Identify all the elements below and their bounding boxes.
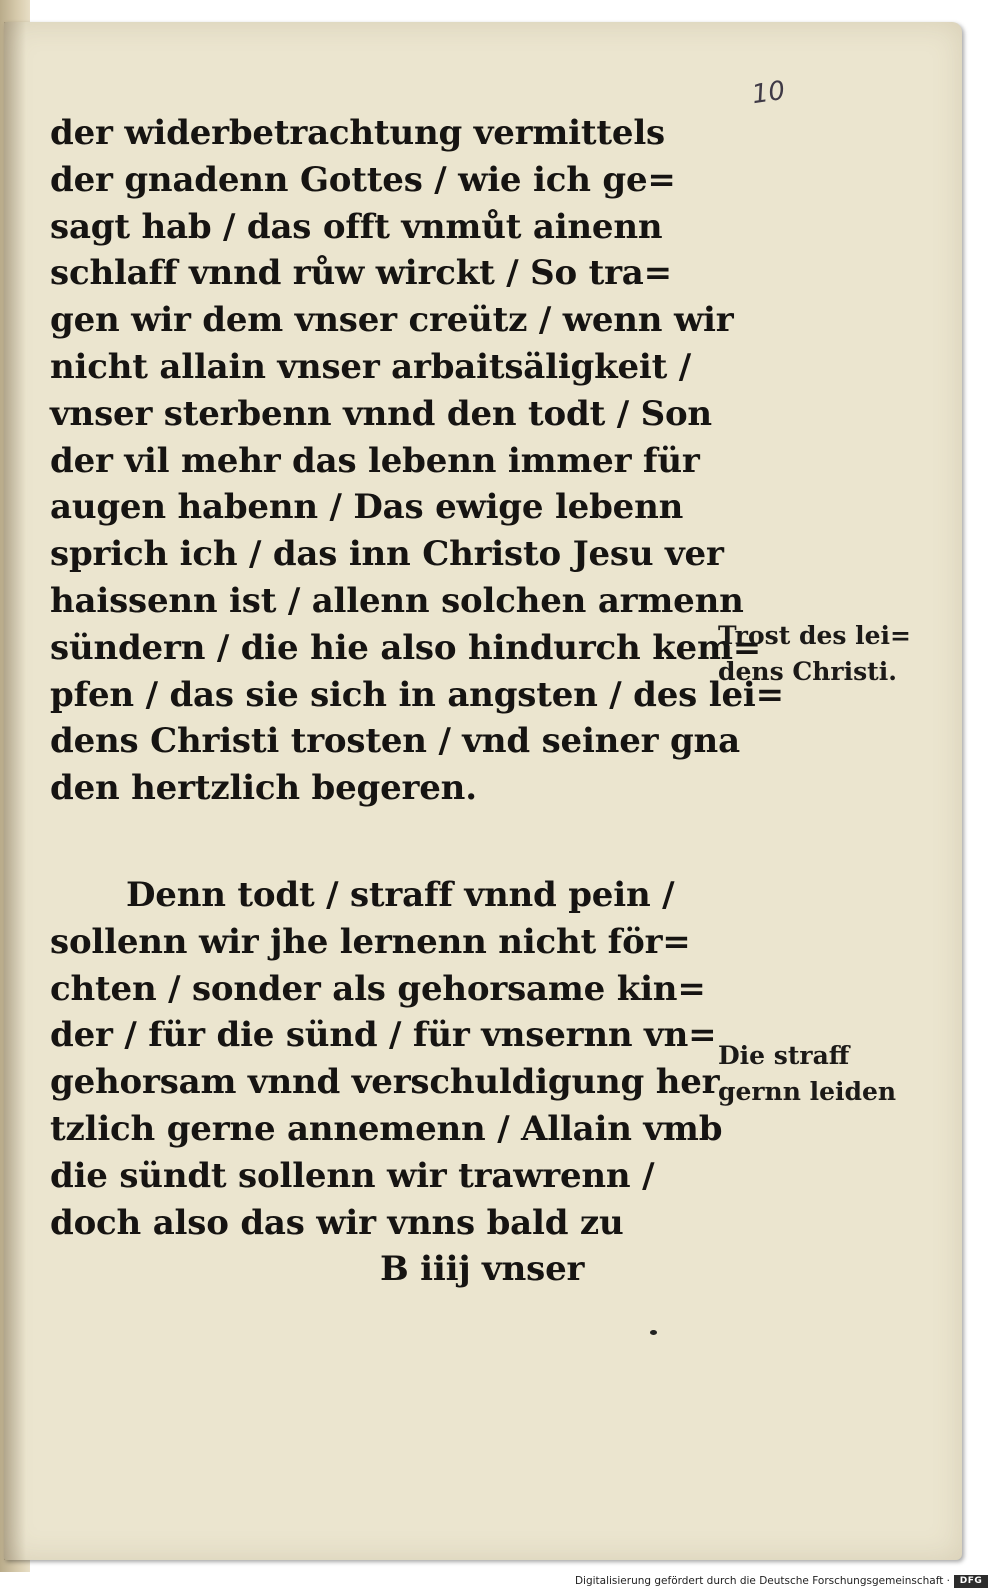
text-line: augen habenn / Das ewige lebenn	[50, 487, 684, 528]
text-line: der / für die sünd / für vnsernn vn=	[50, 1015, 717, 1056]
text-line: sollenn wir jhe lernenn nicht för=	[50, 921, 691, 962]
text-line: den hertzlich begeren.	[50, 768, 477, 809]
marginal-note-trost	[718, 618, 911, 690]
text-line: nicht allain vnser arbaitsäligkeit /	[50, 346, 691, 387]
marginal-note-line: dens Christi.	[718, 657, 897, 686]
folio-number: 10	[750, 75, 788, 111]
digitization-credit: Digitalisierung gefördert durch die Deutsche Forschungsgemeinschaft ·	[574, 1575, 950, 1587]
ink-speck	[650, 1330, 657, 1335]
text-line: Denn todt / straff vnnd pein /	[126, 874, 675, 915]
text-line: gehorsam vnnd verschuldigung her	[50, 1062, 720, 1103]
text-line: tzlich gerne annemenn / Allain vmb	[50, 1108, 723, 1149]
text-line: die sündt sollenn wir trawrenn /	[50, 1155, 655, 1196]
text-line: sprich ich / das inn Christo Jesu ver	[50, 534, 724, 575]
catchword-line: B iiij vnser	[380, 1249, 585, 1290]
gutter-shadow	[4, 22, 26, 1560]
text-line: der vil mehr das lebenn immer für	[50, 440, 700, 481]
marginal-note-straff	[718, 1038, 896, 1110]
text-line: sagt hab / das offt vnmůt ainenn	[50, 206, 663, 247]
text-line: dens Christi trosten / vnd seiner gna	[50, 721, 740, 762]
text-line: der gnadenn Gottes / wie ich ge=	[50, 159, 676, 200]
marginal-note-line: Trost des lei=	[718, 621, 911, 650]
text-line: sündern / die hie also hindurch kem=	[50, 627, 762, 668]
text-line: der widerbetrachtung vermittels	[50, 113, 665, 153]
marginal-note-line: gernn leiden	[718, 1077, 897, 1106]
text-line: haissenn ist / allenn solchen armenn	[50, 580, 744, 621]
paragraph-gap	[50, 812, 710, 872]
text-line: doch also das wir vnns bald zu	[50, 1202, 624, 1243]
text-line: vnser sterbenn vnnd den todt / Son	[50, 393, 712, 434]
text-line: schlaff vnnd růw wirckt / So tra=	[50, 253, 672, 294]
marginal-note-line: Die straff	[718, 1041, 850, 1070]
dfg-logo: DFG	[954, 1575, 988, 1588]
text-line: pfen / das sie sich in angsten / des lei=	[50, 674, 784, 715]
text-line: gen wir dem vnser creütz / wenn wir	[50, 300, 734, 341]
text-line: chten / sonder als gehorsame kin=	[50, 968, 706, 1009]
